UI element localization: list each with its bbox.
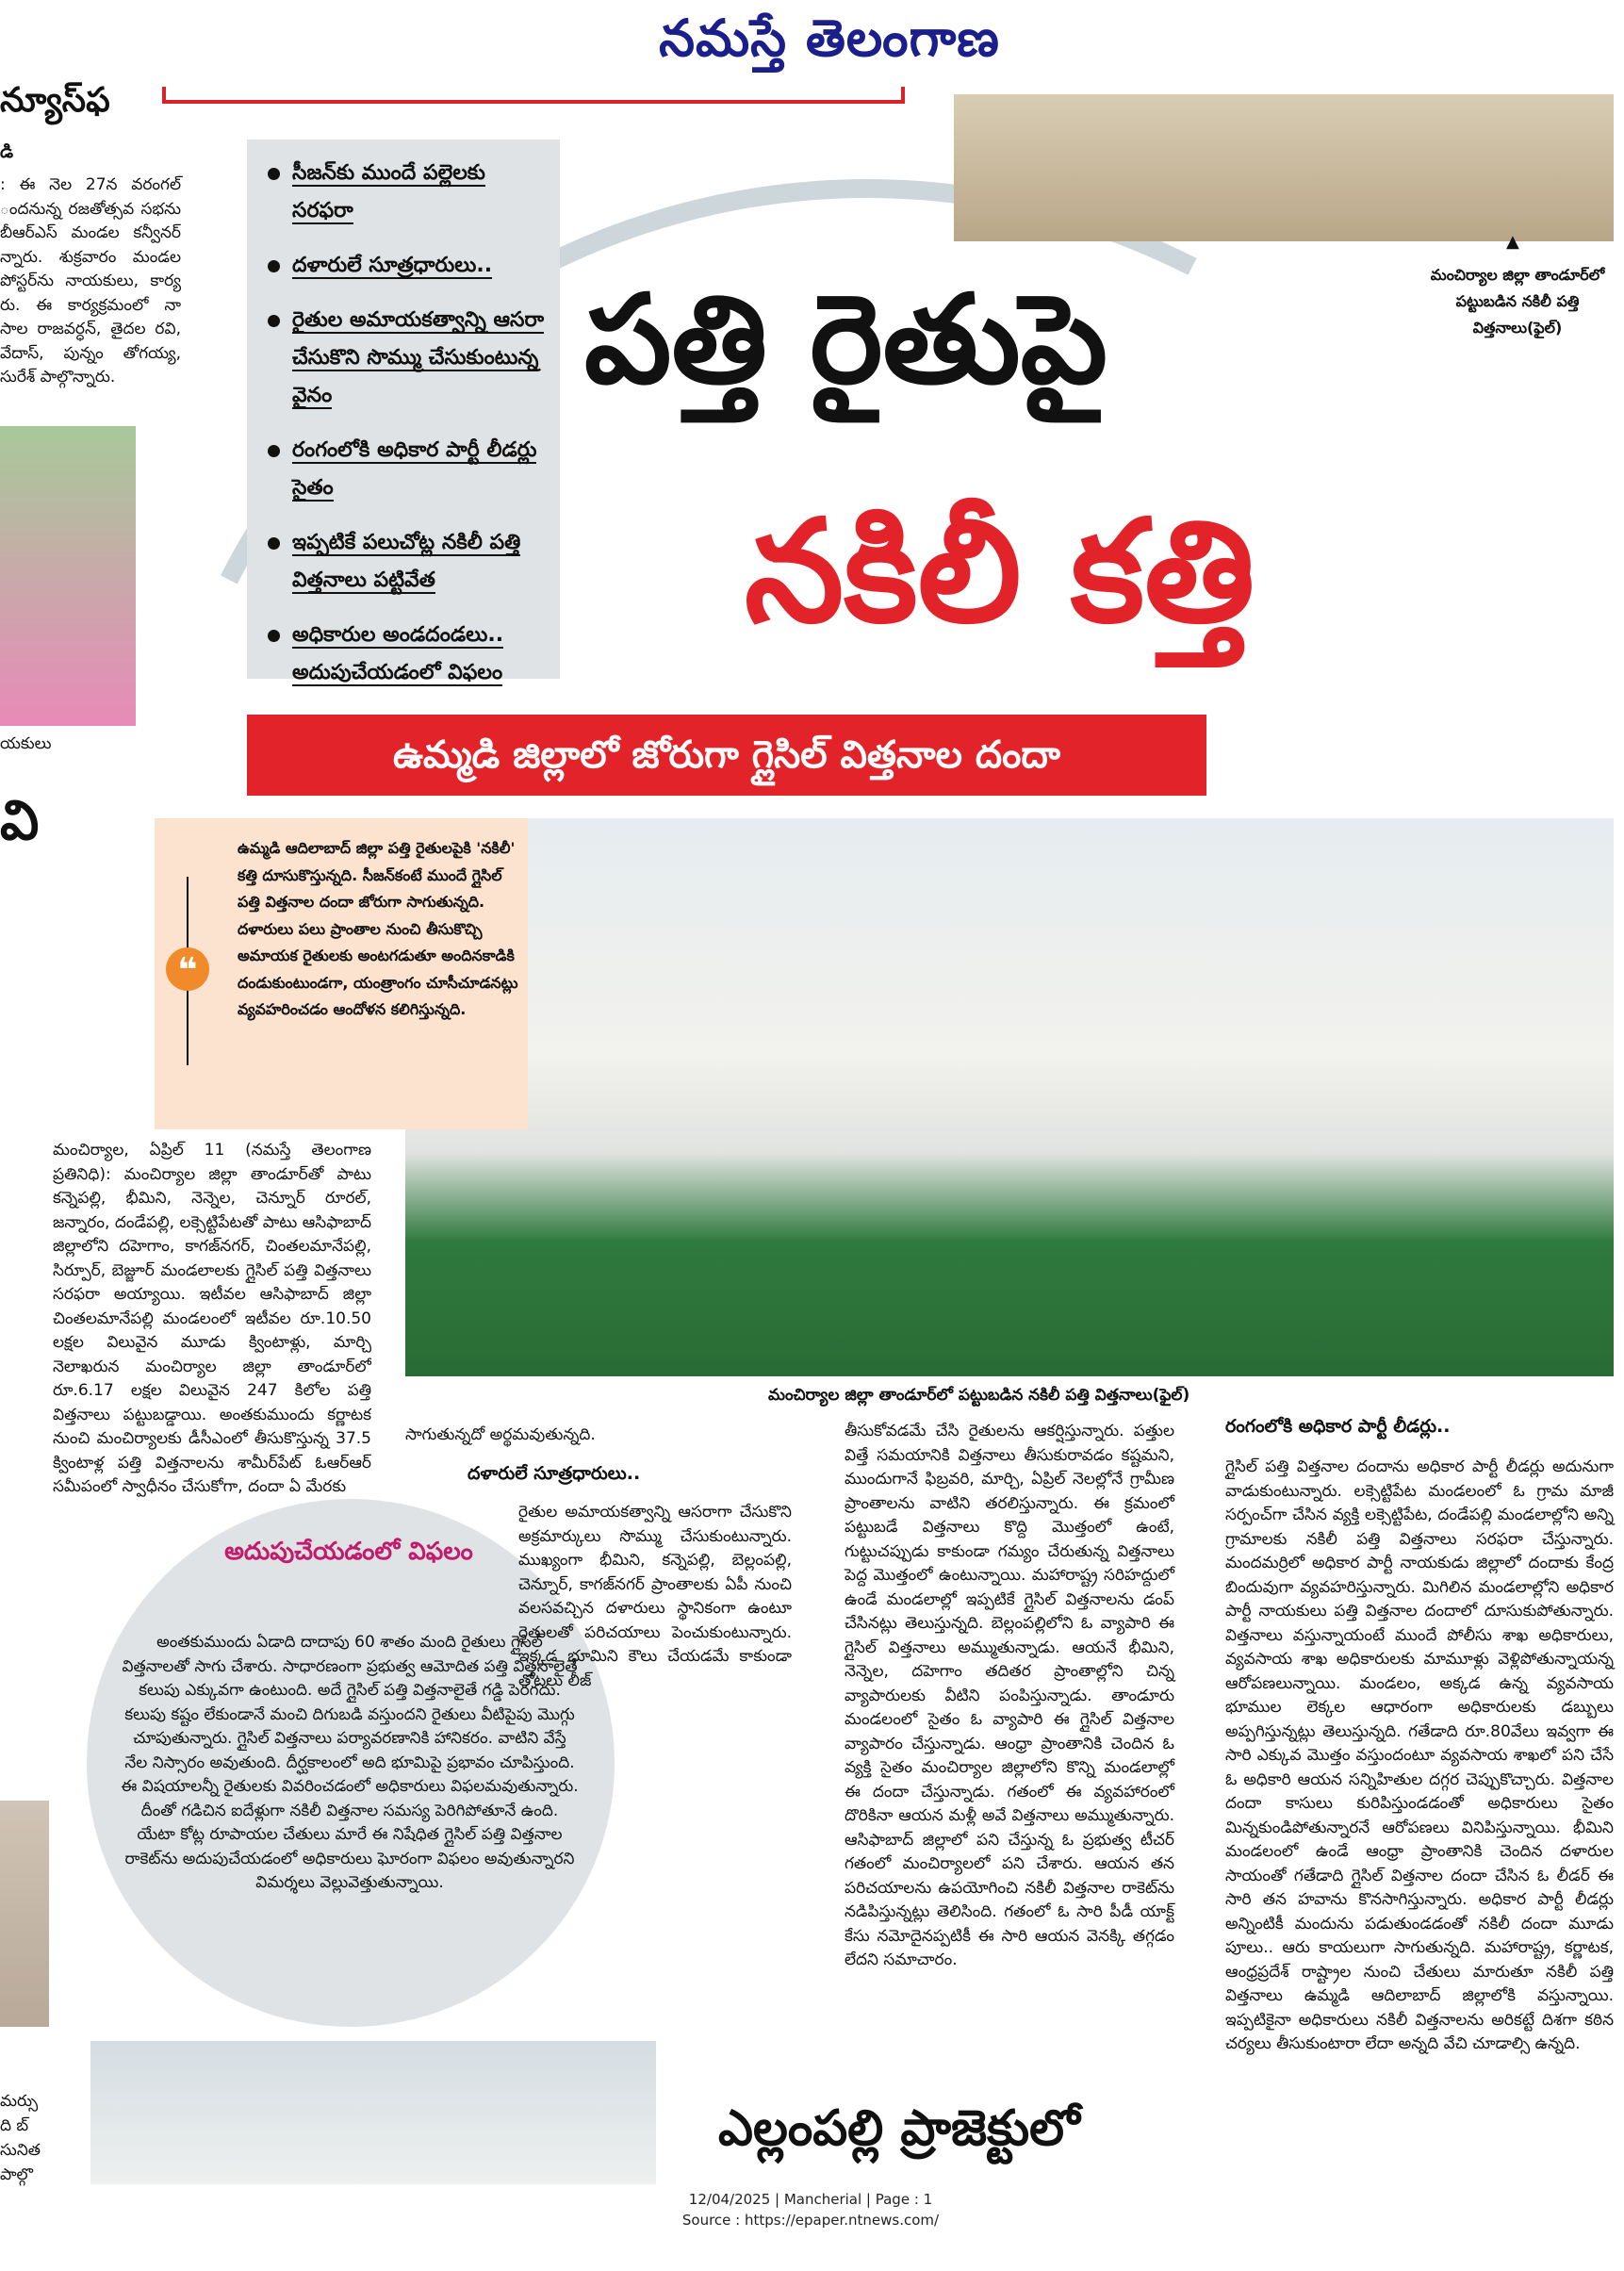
left-bottom-text: మర్సు ది బ్ సునిత పాల్గొ <box>0 2092 41 2184</box>
bullet-item: అధికారుల అండదండలు.. అదుపుచేయడంలో విఫలం <box>260 617 547 692</box>
main-photo-caption: మంచిర్యాల జిల్లా తాండూర్‌లో పట్టుబడిన నకిలీ పత్తి విత్తనాలు(ఫైల్) <box>768 1386 1190 1405</box>
quote-icon: ❝ <box>166 947 209 991</box>
bullet-box <box>247 140 560 684</box>
headline-line2 <box>745 490 1612 655</box>
circle-text: అంతకుముందు ఏడాది దాదాపు 60 శాతం మంది రైతులు గ్లైసిల్ విత్తనాలతో సాగు చేశారు. సాధారణంగా ప్రభుత్వ ఆమోదిత పత్తి విత్తనాలైతే కలుపు ఎక్కువగా ఉంటుంది. అదే గ్లైసిల్ పత్తి విత్తనాలైతే గడ్డి పెరగదు. కలుపు కష్టం లేకుండానే మంచి దిగుబడి వస్తుందని రైతులు వీటిపైపు మొగ్గు చూపుతున్నారు. గ్లైసిల్ విత్తనాలు పర్యావరణానికి హానికరం. వాటిని వేస్తే నేల నిస్సారం అవుతుంది. దీర్ఘకాలంలో అది భూమిపై ప్రభావం చూపిస్తుంది. ఈ విషయాలన్నీ రైతులకు వివరించడంలో అధికారులు విఫలమవుతున్నారు. దీంతో గడిచిన ఐదేళ్లుగా నకిలీ విత్తనాల సమస్య పెరిగిపోతూనే ఉంది. యేటా కోట్ల రూపాయల చేతులు మారే ఈ నిషేధిత గ్లైసిల్ పత్తి విత్తనాల రాకెట్‌ను అదుపుచేయడంలో అధికారులు ఘోరంగా విఫలం అవుతున్నారని విమర్శలు వెల్లువెత్తుతున్నాయి. <box>121 1633 579 1892</box>
headline-line1: పత్తి రైతుపై <box>584 268 1107 411</box>
headline-line2-text: నకిలీ కత్తి <box>745 490 1255 654</box>
left-letter: వి <box>0 788 40 852</box>
masthead: నమస్తే తెలంగాణ <box>659 8 1000 68</box>
article-column-4: గ్లైసిల్ పత్తి విత్తనాల దందాను అధికార పార్టీ లీడర్లు అదునుగా వాడుకుంటున్నారు. లక్సెట్టిపేట మండలంలో ఓ గ్రామ మాజీ సర్పంచ్‌గా చేసిన వ్యక్తి లక్సెట్టిపేట, దండేపల్లి మండలాల్లోని అన్ని గ్రామాలకు నకిలీ పత్తి విత్తనాలు సరఫరా చేస్తున్నారు. మందమర్రిలో అధికార పార్టీ నాయకుడు జిల్లాలో దందాకు కేంద్ర బిందువుగా వ్యవహరిస్తున్నారు. మిగిలిన మండలాల్లోని అధికార పార్టీ నాయకులు పత్తి విత్తనాల దందాలో దూసుకుపోతున్నారు. విత్తనాలు వస్తున్నాయంటే ముందే పోలీసు శాఖ అధికారులు, వ్యవసాయ శాఖ అధికారులకు మామూళ్లు వెళ్లిపోతున్నాయన్న ఆరోపణలున్నాయి. మండలం, అక్కడ ఉన్న వ్యవసాయ భూముల లెక్కల ఆధారంగా అధికారులకు డబ్బులు అప్పగిస్తున్నట్లు తెలుస్తున్నది. గతేడాది రూ.80వేలు ఇవ్వగా ఈ సారి ఎక్కువ మొత్తం వస్తుందంటూ వ్యవసాయ శాఖలో పని చేసే ఓ అధికారి ఆయన సన్నిహితుల దగ్గర చెప్పుకొచ్చారు. విత్తనాల దందా కాసులు కురిపిస్తుండడంతో అధికారులు సైతం మిన్నకుండిపోతున్నారనే ఆరోపణలు వినిపిస్తున్నాయి. భీమిని మండలంలో ఉండే ఆంధ్రా ప్రాంతానికి చెందిన దళారుల సాయంతో గతేడాది గ్లైసిల్ విత్తనాల దందా చేసిన ఓ లీడర్ ఈ సారి తన హవాను కొనసాగిస్తున్నారు. అధికార పార్టీ లీడర్లు అన్నింటికీ మందును పడుతుండడంతో నకిలీ దందా మూడు పూలు.. ఆరు కాయలుగా సాగుతున్నది. మహారాష్ట్ర, కర్ణాటక, ఆంధ్రప్రదేశ్ రాష్ట్రాల నుంచి చేతులు మారుతూ నకిలీ పత్తి విత్తనాలు ఉమ్మడి ఆదిలాబాద్ జిల్లాలోకి వస్తున్నాయి. ఇప్పటికైనా అధికారులు నకిలీ విత్తనాలను అరికట్టే దిశగా కఠిన చర్యలు తీసుకుంటారా లేదా అన్నది వేచి చూడాల్సి ఉన్నది. <box>1225 1457 1614 2053</box>
caption-arrow-icon: ▲ <box>1506 232 1519 252</box>
article-column-1-tail: సాగుతున్నదో అర్థమవుతున్నది. <box>405 1425 596 1444</box>
top-photo <box>954 94 1614 241</box>
quote-text: ఉమ్మడి ఆదిలాబాద్ జిల్లా పత్తి రైతులపైకి 'నకిలీ' కత్తి దూసుకొస్తున్నది. సీజన్‌కంటే ముందే గ్లైసిల్ పత్తి విత్తనాల దందా జోరుగా సాగుతున్నది. దళారులు పలు ప్రాంతాల నుంచి తీసుకొచ్చి అమాయక రైతులకు అంటగడుతూ అందినకాడికి దండుకుంటుండగా, యంత్రాంగం చూసీచూడనట్లు వ్యవహరించడం ఆందోళన కలిగిస్తున్నది. <box>238 839 518 1018</box>
article-column-1: మంచిర్యాల, ఏప్రిల్ 11 (నమస్తే తెలంగాణ ప్రతినిధి): మంచిర్యాల జిల్లా తాండూర్‌తో పాటు కన్నెపల్లి, భీమిని, నెన్నెల, చెన్నూర్ రూరల్, జన్నారం, దండేపల్లి, లక్సెట్టిపేటతో పాటు ఆసిఫాబాద్ జిల్లాలోని దహెగాం, కాగజ్‌నగర్, చింతలమానేపల్లి, సిర్పూర్, బెజ్జూర్ మండలాలకు గ్లైసిల్ పత్తి విత్తనాలు సరఫరా అయ్యాయి. ఇటీవల ఆసిఫాబాద్ జిల్లా చింతలమానేపల్లి మండలంలో ఇటీవల రూ.10.50 లక్షల విలువైన మూడు క్వింటాళ్లు, మార్చి నెలాఖరున మంచిర్యాల జిల్లా తాండూర్‌లో రూ.6.17 లక్షల విలువైన 247 కిలోల పత్తి విత్తనాలు పట్టుబడ్డాయి. అంతకుముందు కర్ణాటక నుంచి మంచిర్యాలకు డీసీఎంలో తీసుకొస్తున్న 37.5 క్వింటాళ్ల పత్తి విత్తనాలను శామీర్‌పేట్ ఓఆర్ఆర్ సమీపంలో స్వాధీనం చేసుకోగా, దందా ఏ మేరకు <box>53 1141 371 1496</box>
article-column-3: తీసుకోవడమే చేసి రైతులను ఆకర్షిస్తున్నారు. పత్తుల విత్తే సమయానికి విత్తనాలు తీసుకురావడం కష్టమని, ముందుగానే ఫిబ్రవరి, మార్చి, ఏప్రిల్ నెలల్లోనే గ్రామీణ ప్రాంతాలను వాటిని తరలిస్తున్నారు. ఈ క్రమంలో పట్టుబడే విత్తనాలు కొద్ది మొత్తంలో ఉంటే, గుట్టుచప్పుడు కాకుండా గమ్యం చేరుతున్న విత్తనాలు పెద్ద మొత్తంలో ఉంటున్నాయి. మహారాష్ట్ర సరిహద్దులో ఉండే మండలాల్లో ఇప్పటికే గ్లైసిల్ విత్తనాలను డంప్ చేసినట్లు తెలుస్తున్నది. బెల్లంపల్లిలోని ఓ వ్యాపారి ఈ గ్లైసిల్ విత్తనాలు అమ్ముతున్నాడు. ఆయనే భీమిని, నెన్నెల, దహెగాం తదితర ప్రాంతాల్లోని చిన్న వ్యాపారులకు వీటిని పంపిస్తున్నాడు. తాండూరు మండలంలో సైతం ఓ వ్యాపారి ఈ గ్లైసిల్ విత్తనాల వ్యాపారం చేస్తున్నాడు. ఆంధ్రా ప్రాంతానికి చెందిన ఓ వ్యక్తి సైతం మంచిర్యాల జిల్లాలోని కొన్ని మండలాల్లో ఈ దందా చేస్తున్నాడు. గతంలో ఈ వ్యవహారంలో దొరికినా ఆయన మళ్లీ అవే విత్తనాలు అమ్ముతున్నారు. ఆసిఫాబాద్ జిల్లాలో పని చేస్తున్న ఓ ప్రభుత్వ టీచర్ గతంలో మంచిర్యాలలో పని చేశారు. ఆయన తన పరిచయాలను ఉపయోగించి నకిలీ విత్తనాల రాకెట్‌ను నడిపిస్తున్నట్లు తెలిసింది. గతంలో ఓ సారి పీడీ యాక్ట్ కేసు నమోదైనప్పటికీ ఈ సారి ఆయన వెనక్కి తగ్గడం లేదని సమాచారం. <box>845 1422 1174 1969</box>
bottom-photo <box>90 2041 656 2184</box>
left-brief-text: : ఈ నెల 27న వరంగల్ ందనున్న రజతోత్సవ సభను బీఆర్ఎస్ మండల కన్వీనర్ న్నారు. శుక్రవారం మండల పోస్టర్‌ను నాయకులు, కార్య రు. ఈ కార్యక్రమంలో నా సాల రాజవర్ధన్, తైదల రవి, వేదాస్, పున్నం తోగయ్య, సురేశ్ పాల్గొన్నారు. <box>0 175 181 387</box>
left-headline-fragment: న్యూస్‌ఫ <box>0 81 110 120</box>
page-footer <box>471 2189 1150 2230</box>
bottom-headline: ఎల్లంపల్లి ప్రాజెక్టులో <box>718 2100 1080 2157</box>
subheadline-bar: ఉమ్మడి జిల్లాలో జోరుగా గ్లైసిల్ విత్తనాల దందా <box>247 715 1206 796</box>
top-photo-caption: మంచిర్యాల జిల్లా తాండూర్‌లో పట్టుబడిన నకిలీ పత్తి విత్తనాలు(ఫైల్) <box>1430 266 1605 337</box>
bullet-item: రైతుల అమాయకత్వాన్ని ఆసరా చేసుకొని సొమ్ము చేసుకుంటున్న వైనం <box>260 302 547 415</box>
bullet-item: ఇప్పటికే పలుచోట్ల నకిలీ పత్తి విత్తనాలు పట్టివేత <box>260 524 547 600</box>
left-photo-2 <box>0 1801 49 2027</box>
left-tag: డి <box>0 141 14 162</box>
column-4-heading: రంగంలోకి అధికార పార్టీ లీడర్లు.. <box>1225 1416 1451 1437</box>
left-photo <box>0 426 136 726</box>
column-2-heading: దళారులే సూత్రధారులు.. <box>468 1463 641 1484</box>
article-column-2: రైతుల అమాయకత్వాన్ని ఆసరాగా చేసుకొని అక్రమార్కులు సొమ్ము చేసుకుంటున్నారు. ముఖ్యంగా భీమిని, కన్నెపల్లి, బెల్లంపల్లి, చెన్నూర్, కాగజ్‌నగర్ ప్రాంతాలకు ఏపీ నుంచి వలసవచ్చిన దళారులు స్థానికంగా ఉంటూ రైతులతో పరిచయాలు పెంచుకుంటున్నారు. ఇక్కడ భూమిని కౌలు చేయడమే కాకుండా తోటలు లీజ్ <box>518 1503 792 1690</box>
bullet-item: దళారులే సూత్రధారులు.. <box>260 247 547 285</box>
bullet-item: సీజన్‌కు ముందే పల్లెలకు సరఫరా <box>260 155 547 230</box>
circle-title: అదుపుచేయడంలో విఫలం <box>224 1538 473 1566</box>
bullet-item: రంగంలోకి అధికార పార్టీ లీడర్లు సైతం <box>260 432 547 507</box>
main-photo <box>405 818 1614 1376</box>
left-photo-caption: యకులు <box>0 734 52 753</box>
footer-source: Source : https://epaper.ntnews.com/ <box>681 2212 940 2229</box>
masthead-rule <box>162 87 905 104</box>
footer-date-edition: 12/04/2025 | Mancherial | Page : 1 <box>688 2191 933 2208</box>
